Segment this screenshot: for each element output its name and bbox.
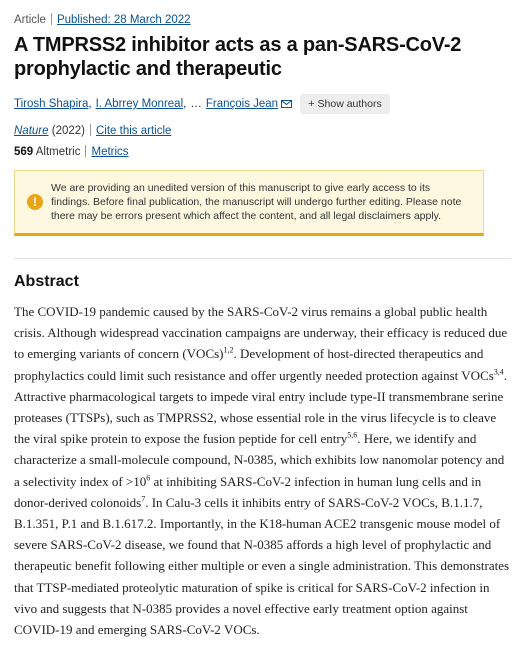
altmetric-info: [14, 145, 511, 160]
article-title: A TMPRSS2 inhibitor acts as a pan-SARS-CoV-2 prophylactic and therapeutic: [14, 34, 462, 80]
meta-separator: [51, 13, 52, 25]
abstract-segment: . In Calu-3 cells it inhibits entry of SARS-CoV-2 VOCs, B.1.1.7, B.1.351, P.1 and B.1.617.2. Importantly, in the K18-human ACE2 transgenic mouse model of severe SARS-CoV-2 disease, we found that N-0385 affords a high level of prophylactic and therapeutic benefit following either multiple or even a single administration. This demonstrates that TTSP-mediated proteolytic maturation of spike is critical for SARS-CoV-2 infection in vivo and suggests that N-0385 provides a novel effective early treatment option against COVID-19 and emerging SARS-CoV-2 VOCs.: [14, 494, 510, 638]
meta-separator: [90, 124, 91, 136]
published-date-link[interactable]: Published: 28 March 2022: [56, 14, 191, 26]
author-list: [14, 94, 511, 114]
journal-info: [14, 124, 511, 139]
exponent-sup: 6: [146, 473, 151, 483]
metrics-link[interactable]: Metrics: [91, 146, 129, 158]
show-authors-label: Show authors: [317, 98, 382, 110]
author-link[interactable]: I. Abrrey Monreal: [95, 98, 184, 110]
meta-separator: [85, 145, 86, 157]
section-divider: [14, 258, 511, 259]
altmetric-label: Altmetric: [35, 146, 81, 158]
author-ellipsis: …: [190, 98, 202, 110]
article-type: Article: [14, 14, 46, 26]
author-link[interactable]: Tirosh Shapira: [14, 98, 89, 110]
reference-sup[interactable]: 7: [141, 494, 146, 504]
author-link[interactable]: François Jean: [205, 98, 279, 110]
abstract-segment: . Here, we identify and characterize a small-molecule compound, N-0385, which exhibits low nanomolar potency and a selectivity index of >10: [14, 431, 505, 489]
journal-link[interactable]: [14, 125, 49, 137]
reference-sup[interactable]: 1,2: [223, 346, 234, 356]
altmetric-count: 569: [14, 146, 34, 158]
article-page: [0, 13, 525, 640]
abstract-segment: . Attractive pharmacological targets to impede viral entry include type-II transmembrane serine proteases (TTSPs), such as TMPRSS2, whose essential role in the virus lifecycle is to cleave the viral spike protein to expose the fusion peptide for cell entry: [14, 367, 508, 447]
journal-year: (2022): [51, 125, 85, 137]
reference-sup[interactable]: 5,6: [347, 430, 358, 440]
abstract-segment: at inhibiting SARS-CoV-2 infection in human lung cells and in donor-derived colonoids: [14, 473, 482, 510]
show-authors-button[interactable]: [300, 94, 390, 114]
article-meta: [14, 13, 511, 27]
plus-icon: +: [308, 98, 315, 110]
mail-icon[interactable]: [281, 100, 292, 108]
journal-name: Nature: [14, 125, 49, 137]
warning-icon: !: [27, 194, 43, 210]
abstract-heading: Abstract: [14, 273, 79, 290]
notice-text: We are providing an unedited version of this manuscript to give early access to its findings. Before final publication, the manuscript will undergo further editing. Please note there may be errors present which affect the content, and all legal disclaimers apply.: [51, 182, 462, 222]
author-comma: ,: [183, 98, 187, 110]
abstract-text: [14, 301, 511, 640]
abstract-segment: The COVID-19 pandemic caused by the SARS-CoV-2 virus remains a global public health crisis. Although widespread vaccination campaigns are underway, their efficacy is reduced due to emerging variants of concern (VOCs): [14, 304, 508, 362]
unedited-manuscript-notice: [14, 170, 484, 236]
cite-article-link[interactable]: Cite this article: [95, 125, 172, 137]
reference-sup[interactable]: 3,4: [493, 367, 504, 377]
author-comma: ,: [88, 98, 92, 110]
abstract-segment: . Development of host-directed therapeutics and prophylactics could limit such resistance and offer urgently needed protection against VOCs: [14, 346, 494, 383]
